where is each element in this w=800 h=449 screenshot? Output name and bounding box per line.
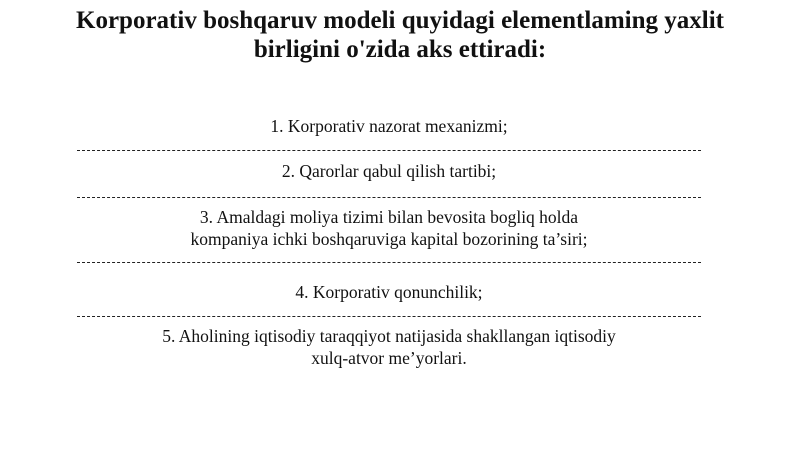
list-item-3-line-2: kompaniya ichki boshqaruviga kapital bozorining ta’siri; bbox=[190, 229, 588, 249]
slide-title bbox=[0, 6, 800, 64]
slide-title-line-2: birligini o'zida aks ettiradi: bbox=[253, 36, 547, 63]
list-item-4-line-1: 4. Korporativ qonunchilik; bbox=[295, 282, 483, 302]
dashed-divider-3 bbox=[77, 262, 701, 263]
dashed-divider-4 bbox=[77, 316, 701, 317]
list-item-2-line-1: 2. Qarorlar qabul qilish tartibi; bbox=[281, 161, 497, 181]
slide-title-line-1: Korporativ boshqaruv modeli quyidagi elementlaming yaxlit bbox=[76, 7, 724, 34]
list-item-1 bbox=[0, 115, 778, 137]
list-item-3-line-1: 3. Amaldagi moliya tizimi bilan bevosita bogliq holda bbox=[199, 207, 579, 227]
list-item-4 bbox=[0, 281, 778, 303]
list-item-5-line-2: xulq-atvor me’yorlari. bbox=[311, 348, 467, 368]
dashed-divider-2 bbox=[77, 197, 701, 198]
list-item-1-line-1: 1. Korporativ nazorat mexanizmi; bbox=[270, 116, 508, 136]
list-item-3 bbox=[0, 206, 778, 250]
list-item-5-line-1: 5. Aholining iqtisodiy taraqqiyot natijasida shakllangan iqtisodiy bbox=[162, 326, 616, 346]
dashed-divider-1 bbox=[77, 150, 701, 151]
list-item-5 bbox=[0, 325, 778, 369]
list-item-2 bbox=[0, 160, 778, 182]
